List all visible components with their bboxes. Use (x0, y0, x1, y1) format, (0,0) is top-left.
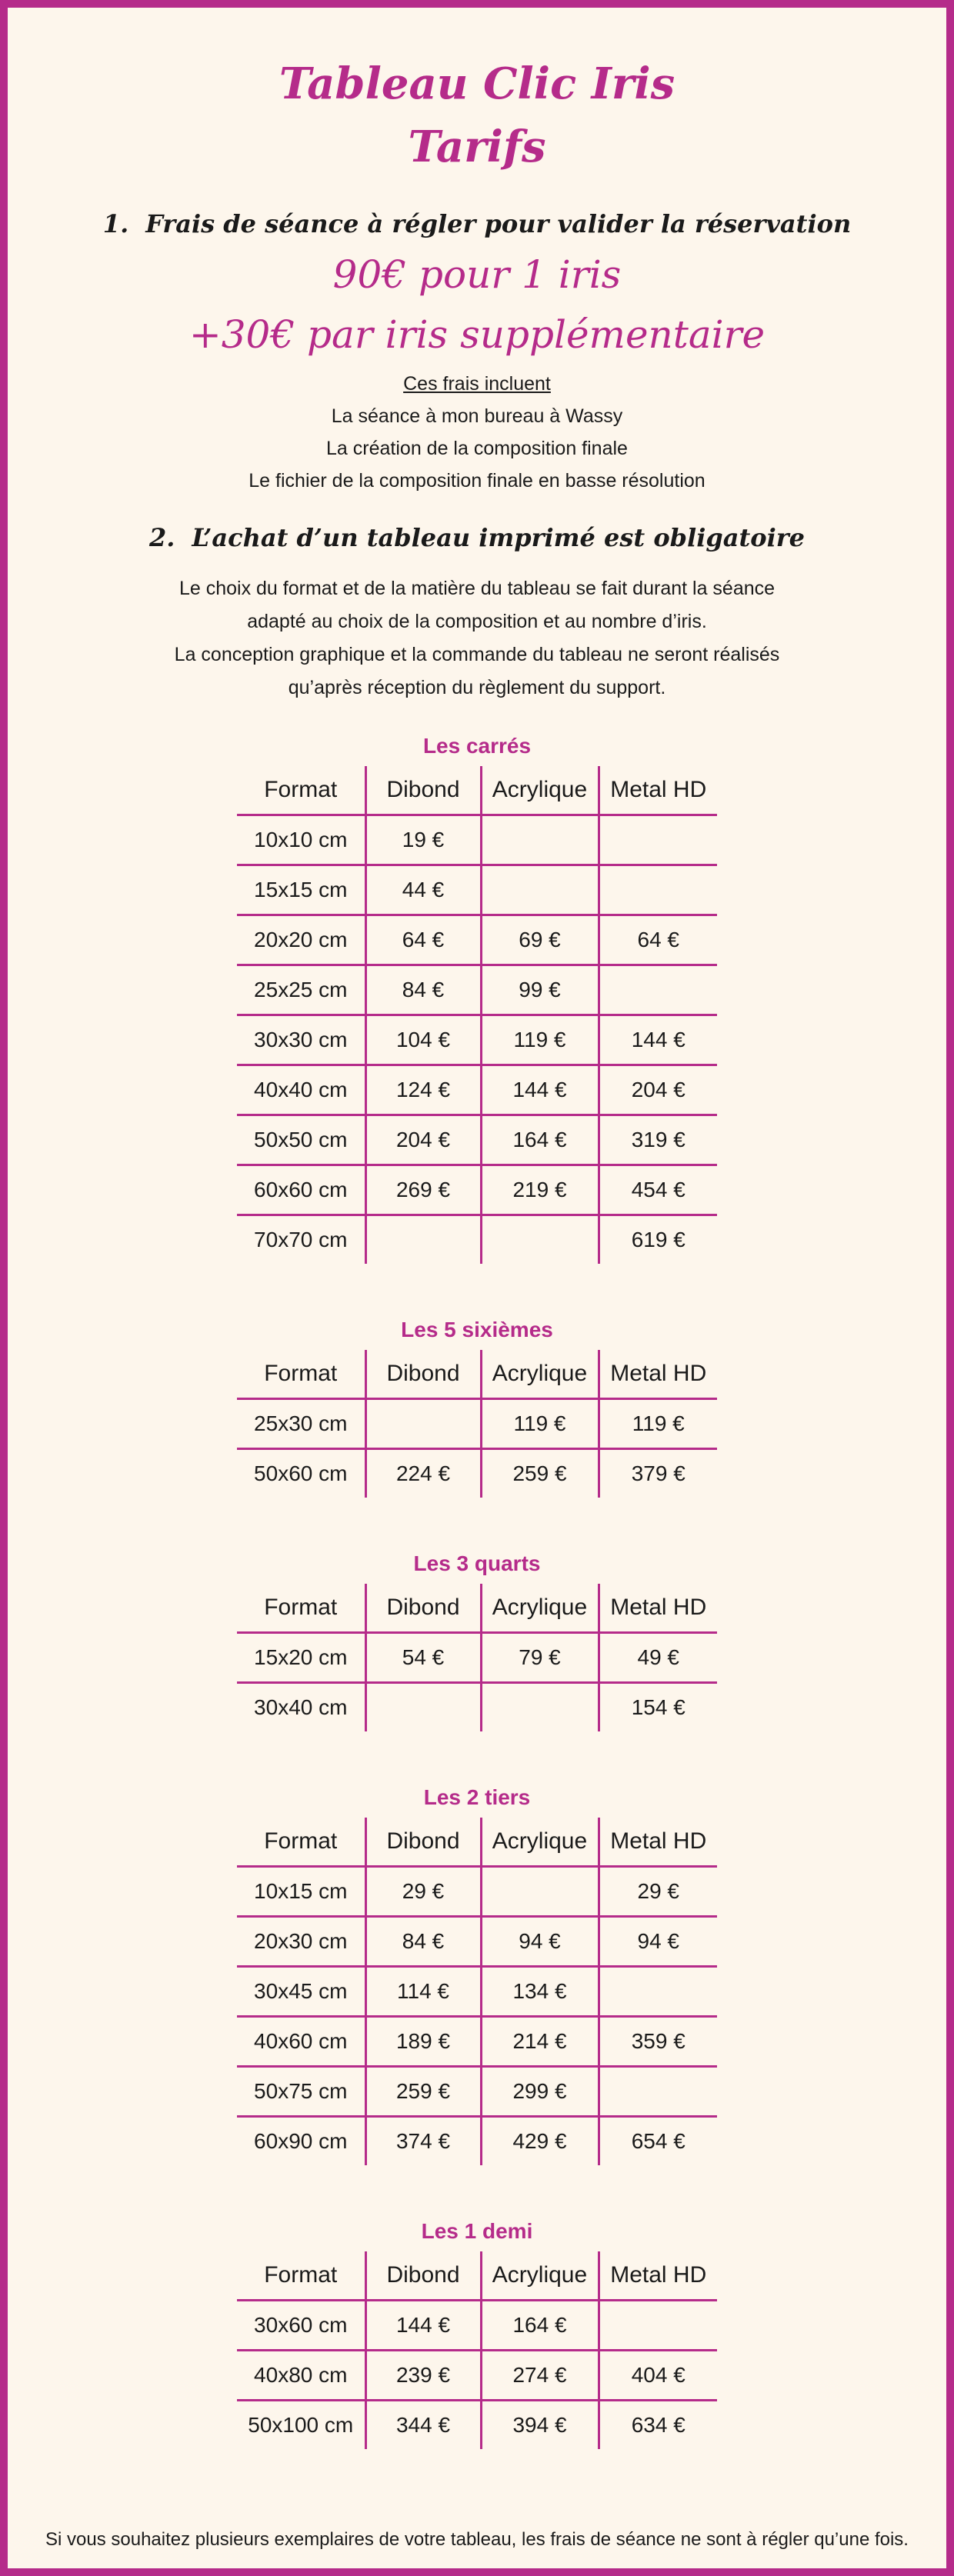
table-row (237, 2301, 717, 2351)
column-header: Metal HD (599, 2251, 717, 2301)
price-cell: 404 € (599, 2351, 717, 2401)
format-cell: 40x60 cm (254, 2029, 348, 2053)
format-cell: 70x70 cm (254, 1228, 348, 1251)
section2-heading (8, 523, 946, 552)
price-cell: 49 € (599, 1633, 717, 1683)
column-header: Dibond (365, 2251, 481, 2301)
column-header: Acrylique (481, 2251, 599, 2301)
section1-heading-text: Frais de séance à régler pour valider la réservation (145, 209, 852, 238)
table-row (237, 815, 717, 865)
table-title: Les 5 sixièmes (401, 1318, 553, 1341)
price-cell (599, 815, 717, 865)
format-cell: 10x10 cm (254, 828, 348, 851)
table-title: Les 3 quarts (413, 1551, 541, 1575)
footer-note: Si vous souhaitez plusieurs exemplaires de votre tableau, les frais de séance ne sont à régler qu’une fois. (45, 2529, 909, 2550)
table-header-row (237, 2251, 717, 2301)
table-row (237, 2067, 717, 2117)
page-subtitle: Tarifs (408, 122, 546, 172)
table-row (237, 1867, 717, 1917)
price-cell: 634 € (599, 2401, 717, 2450)
table-row (237, 2017, 717, 2067)
price-cell: 259 € (365, 2067, 481, 2117)
price-cell: 224 € (365, 1449, 481, 1498)
price-cell: 164 € (481, 2301, 599, 2351)
table-row (237, 2401, 717, 2450)
table-row (237, 915, 717, 965)
price-cell: 29 € (365, 1867, 481, 1917)
price-cell: 44 € (365, 865, 481, 915)
price-table (237, 766, 717, 1264)
price-cell: 119 € (599, 1399, 717, 1449)
price-cell: 189 € (365, 2017, 481, 2067)
price-cell: 79 € (481, 1633, 599, 1683)
include-item: La séance à mon bureau à Wassy (331, 405, 623, 427)
price-cell (365, 1215, 481, 1265)
price-cell (365, 1683, 481, 1732)
table-row (237, 1215, 717, 1265)
price-cell: 144 € (599, 1015, 717, 1065)
section2-heading-text: L’achat d’un tableau imprimé est obligatoire (192, 523, 805, 552)
section1-number: 1. (102, 209, 129, 238)
price-cell (481, 865, 599, 915)
table-header-row (237, 766, 717, 815)
format-cell: 30x45 cm (254, 1979, 348, 2003)
column-header: Format (264, 777, 338, 802)
price-cell (599, 1967, 717, 2017)
column-header: Dibond (365, 1818, 481, 1867)
price-cell (599, 865, 717, 915)
price-cell: 204 € (599, 1065, 717, 1115)
price-cell: 164 € (481, 1115, 599, 1165)
column-header: Format (264, 1828, 338, 1854)
price-cell (481, 1867, 599, 1917)
price-cell: 99 € (481, 965, 599, 1015)
price-cell (599, 2067, 717, 2117)
include-item: La création de la composition finale (326, 438, 628, 459)
column-header: Acrylique (481, 1350, 599, 1399)
table-row (237, 1015, 717, 1065)
format-cell: 60x60 cm (254, 1178, 348, 1201)
column-header: Metal HD (599, 1350, 717, 1399)
column-header: Dibond (365, 766, 481, 815)
price-cell: 219 € (481, 1165, 599, 1215)
price-cell: 344 € (365, 2401, 481, 2450)
price-table (237, 1350, 717, 1498)
format-cell: 25x25 cm (254, 978, 348, 1001)
table-title: Les 1 demi (421, 2219, 533, 2243)
price-cell (481, 1683, 599, 1732)
table-row (237, 1115, 717, 1165)
price-cell (481, 815, 599, 865)
price-cell: 429 € (481, 2117, 599, 2166)
price-cell: 454 € (599, 1165, 717, 1215)
format-cell: 50x50 cm (254, 1128, 348, 1151)
price-cell: 64 € (599, 915, 717, 965)
table-header-row (237, 1350, 717, 1399)
price-cell: 64 € (365, 915, 481, 965)
paragraph-line: qu’après réception du règlement du support. (288, 677, 666, 698)
column-header: Metal HD (599, 766, 717, 815)
page-content (8, 8, 946, 2449)
include-item: Le fichier de la composition finale en basse résolution (249, 470, 705, 492)
price-cell: 394 € (481, 2401, 599, 2450)
price-cell: 94 € (481, 1917, 599, 1967)
table-row (237, 1449, 717, 1498)
price-table (237, 2251, 717, 2449)
price-cell: 84 € (365, 965, 481, 1015)
includes-label-text: Ces frais incluent (403, 373, 551, 395)
column-header: Dibond (365, 1350, 481, 1399)
table-row (237, 1633, 717, 1683)
price-cell: 104 € (365, 1015, 481, 1065)
price-cell: 69 € (481, 915, 599, 965)
column-header: Format (264, 2262, 338, 2288)
price-cell: 119 € (481, 1399, 599, 1449)
column-header: Acrylique (481, 1584, 599, 1633)
format-cell: 50x100 cm (248, 2413, 354, 2437)
price-cell: 374 € (365, 2117, 481, 2166)
format-cell: 30x40 cm (254, 1695, 348, 1719)
price-cell: 29 € (599, 1867, 717, 1917)
section2-paragraph (8, 572, 946, 705)
format-cell: 20x20 cm (254, 928, 348, 951)
table-row (237, 1065, 717, 1115)
price-cell: 379 € (599, 1449, 717, 1498)
format-cell: 25x30 cm (254, 1411, 348, 1435)
format-cell: 40x80 cm (254, 2363, 348, 2387)
price-extra: +30€ par iris supplémentaire (188, 312, 766, 357)
format-cell: 30x30 cm (254, 1028, 348, 1051)
format-cell: 30x60 cm (254, 2313, 348, 2337)
price-cell: 269 € (365, 1165, 481, 1215)
table-row (237, 1967, 717, 2017)
price-cell: 94 € (599, 1917, 717, 1967)
column-header: Metal HD (599, 1818, 717, 1867)
format-cell: 50x60 cm (254, 1461, 348, 1485)
table-title: Les 2 tiers (423, 1785, 531, 1809)
price-main: 90€ pour 1 iris (332, 252, 622, 297)
price-cell: 84 € (365, 1917, 481, 1967)
column-header: Acrylique (481, 766, 599, 815)
price-cell (599, 965, 717, 1015)
paragraph-line: La conception graphique et la commande du tableau ne seront réalisés (174, 644, 780, 665)
price-cell: 124 € (365, 1065, 481, 1115)
table-row (237, 1399, 717, 1449)
price-cell: 299 € (481, 2067, 599, 2117)
price-cell: 144 € (481, 1065, 599, 1115)
price-cell: 134 € (481, 1967, 599, 2017)
format-cell: 15x20 cm (254, 1645, 348, 1669)
price-cell: 204 € (365, 1115, 481, 1165)
price-cell: 359 € (599, 2017, 717, 2067)
format-cell: 10x15 cm (254, 1879, 348, 1903)
price-cell: 619 € (599, 1215, 717, 1265)
table-row (237, 865, 717, 915)
price-cell: 274 € (481, 2351, 599, 2401)
column-header: Acrylique (481, 1818, 599, 1867)
column-header: Format (264, 1595, 338, 1620)
table-row (237, 965, 717, 1015)
paragraph-line: adapté au choix de la composition et au nombre d’iris. (247, 611, 707, 632)
column-header: Metal HD (599, 1584, 717, 1633)
page-title: Tableau Clic Iris (279, 58, 675, 109)
table-row (237, 1683, 717, 1732)
price-cell: 654 € (599, 2117, 717, 2166)
price-cell: 119 € (481, 1015, 599, 1065)
price-cell: 259 € (481, 1449, 599, 1498)
price-tables (8, 734, 946, 2449)
price-cell (481, 1215, 599, 1265)
column-header: Dibond (365, 1584, 481, 1633)
price-cell: 319 € (599, 1115, 717, 1165)
price-cell: 239 € (365, 2351, 481, 2401)
table-row (237, 2351, 717, 2401)
paragraph-line: Le choix du format et de la matière du tableau se fait durant la séance (178, 578, 776, 599)
price-cell: 214 € (481, 2017, 599, 2067)
includes-label (8, 368, 946, 400)
format-cell: 60x90 cm (254, 2129, 348, 2153)
price-table (237, 1584, 717, 1731)
table-row (237, 1917, 717, 1967)
price-cell: 144 € (365, 2301, 481, 2351)
section2-number: 2. (149, 523, 175, 552)
price-table (237, 1818, 717, 2165)
price-cell (365, 1399, 481, 1449)
table-header-row (237, 1584, 717, 1633)
section1-heading (8, 209, 946, 238)
column-header: Format (264, 1361, 338, 1386)
table-header-row (237, 1818, 717, 1867)
table-row (237, 1165, 717, 1215)
price-cell (599, 2301, 717, 2351)
table-row (237, 2117, 717, 2166)
format-cell: 50x75 cm (254, 2079, 348, 2103)
price-cell: 114 € (365, 1967, 481, 2017)
format-cell: 20x30 cm (254, 1929, 348, 1953)
price-cell: 154 € (599, 1683, 717, 1732)
price-cell: 54 € (365, 1633, 481, 1683)
format-cell: 40x40 cm (254, 1078, 348, 1101)
price-cell: 19 € (365, 815, 481, 865)
table-title: Les carrés (422, 734, 532, 758)
format-cell: 15x15 cm (254, 878, 348, 901)
